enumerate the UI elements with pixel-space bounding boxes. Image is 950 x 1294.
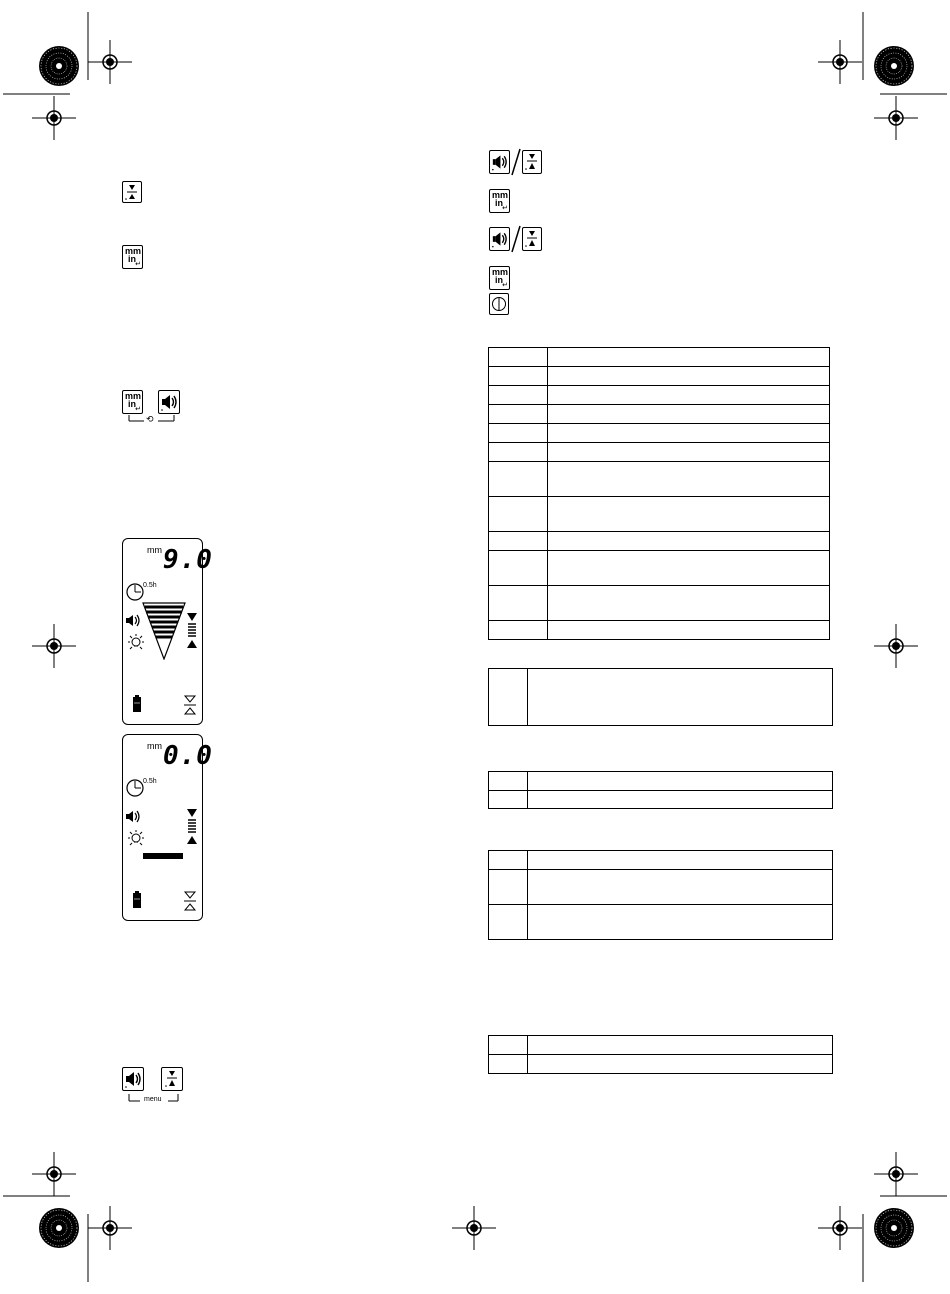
light-bulb-icon	[125, 829, 147, 849]
table-3	[488, 771, 833, 809]
mm-in-key-icon	[122, 245, 143, 269]
return-icon: ↵	[135, 406, 141, 413]
table-row	[489, 851, 833, 870]
table-row	[489, 462, 830, 497]
table-row	[489, 367, 830, 386]
table-row	[489, 386, 830, 405]
timer-icon	[125, 778, 145, 798]
mm-in-key-icon	[489, 266, 510, 290]
in-label: in	[495, 275, 503, 285]
table-row	[489, 772, 833, 791]
sound-key-icon	[122, 1067, 144, 1091]
table-4	[488, 850, 833, 940]
center-bar	[143, 853, 183, 859]
signal-strength-wedge	[142, 602, 186, 660]
return-icon: ↵	[502, 282, 508, 289]
battery-icon	[131, 694, 143, 714]
table-1	[488, 347, 830, 640]
mm-label: mm	[492, 267, 509, 277]
speaker-icon	[125, 809, 143, 825]
lcd-display-1	[122, 538, 213, 725]
in-label: in	[495, 198, 503, 208]
sound-key-icon	[489, 227, 510, 251]
table-row	[489, 443, 830, 462]
timer-label: 0.5h	[143, 778, 157, 785]
return-icon: ↵	[502, 205, 508, 212]
timer-label: 0.5h	[143, 582, 157, 589]
power-key-icon	[489, 293, 509, 315]
mm-in-key-icon	[489, 189, 510, 213]
sound-key-icon	[158, 390, 180, 414]
zero-key-icon	[122, 181, 142, 203]
table-row	[489, 424, 830, 443]
display-value: 9.0	[163, 545, 213, 575]
return-icon: ↵	[135, 261, 141, 268]
in-label: in	[128, 254, 136, 264]
slash-separator	[510, 148, 522, 176]
speaker-icon	[125, 613, 143, 629]
battery-icon	[131, 890, 143, 910]
display-value: 0.0	[163, 741, 213, 771]
in-label: in	[128, 399, 136, 409]
table-row	[489, 791, 833, 809]
slash-separator	[510, 225, 522, 253]
table-row	[489, 621, 830, 640]
menu-label: menu	[144, 1096, 162, 1103]
table-row	[489, 586, 830, 621]
reset-symbol: ⟲	[146, 414, 154, 424]
table-row	[489, 348, 830, 367]
table-row	[489, 1055, 833, 1074]
center-indicator-icon	[185, 611, 199, 651]
mm-label: mm	[125, 246, 142, 256]
calibration-icon	[183, 695, 197, 715]
zero-key-icon	[522, 227, 542, 251]
timer-icon	[125, 582, 145, 602]
center-indicator-icon	[185, 807, 199, 847]
table-row	[489, 497, 830, 532]
mm-label: mm	[125, 391, 142, 401]
zero-key-icon	[522, 150, 542, 174]
table-row	[489, 532, 830, 551]
table-row	[489, 669, 833, 726]
calibration-icon	[183, 891, 197, 911]
sound-key-icon	[489, 150, 510, 174]
display-unit: mm	[147, 741, 162, 751]
mm-in-key-icon	[122, 390, 143, 414]
table-row	[489, 1036, 833, 1055]
zero-key-icon	[161, 1067, 183, 1091]
table-5	[488, 1035, 833, 1074]
table-row	[489, 551, 830, 586]
display-unit: mm	[147, 545, 162, 555]
table-row	[489, 905, 833, 940]
table-2	[488, 668, 833, 726]
table-row	[489, 405, 830, 424]
lcd-display-2	[122, 734, 213, 921]
mm-label: mm	[492, 190, 509, 200]
table-row	[489, 870, 833, 905]
